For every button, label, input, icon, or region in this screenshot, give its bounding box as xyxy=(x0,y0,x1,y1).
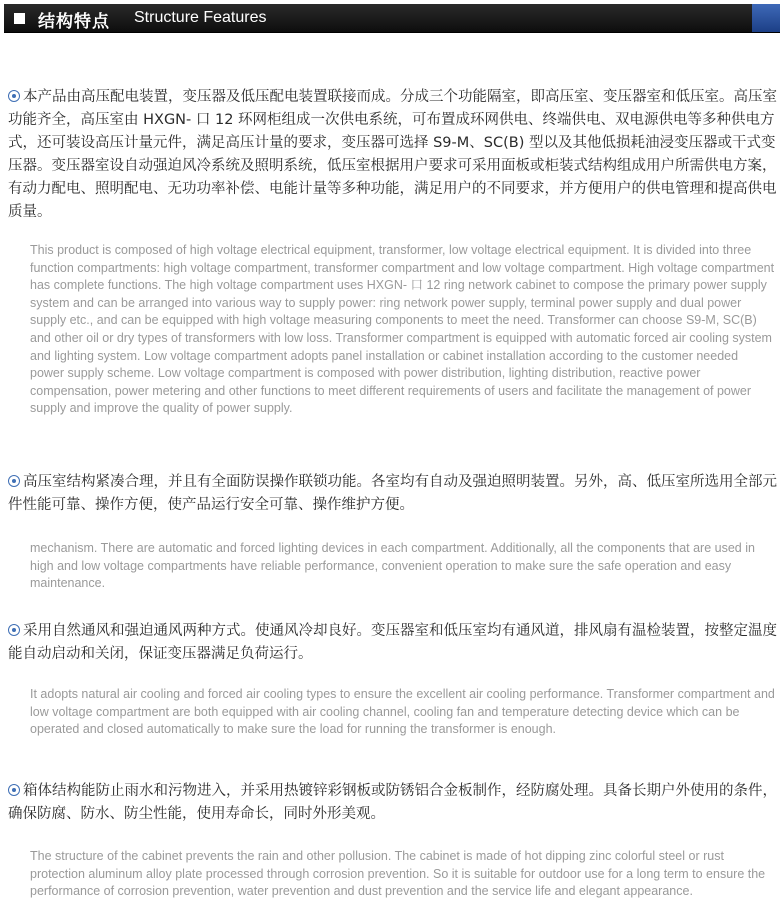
paragraph-cn-2 xyxy=(8,471,780,517)
paragraph-cn-4-text: 箱体结构能防止雨水和污物进入，并采用热镀锌彩钢板或防锈铝合金板制作，经防腐处理。具备长期户外使用的条件，确保防腐、防水、防尘性能，使用寿命长，同时外形美观。 xyxy=(8,783,777,822)
square-bullet-icon xyxy=(14,13,25,24)
circle-bullet-icon xyxy=(8,90,20,102)
paragraph-cn-3 xyxy=(8,620,780,666)
circle-bullet-icon xyxy=(8,475,20,487)
header-title-en: Structure Features xyxy=(134,9,267,26)
paragraph-cn-1-text: 本产品由高压配电装置，变压器及低压配电装置联接而成。分成三个功能隔室，即高压室、变压器室和低压室。高压室功能齐全，高压室由 HXGN- 口 12 环网柜组成一次供电系统，可布置成环网供电、终端供电、双电源供电等多种供电方式，还可装设高压计量元件，满足高压计量的要求，变压器可选择 S9-M、SC(B) 型以及其他低损耗油浸变压器或干式变压器。变压器室设自动强迫风冷系统及照明系统，低压室根据用户要求可采用面板或柜装式结构组成用户所需供电方案，有动力配电、照明配电、无功功率补偿、电能计量等多种功能，满足用户的不同要求，并方便用户的供电管理和提高供电质量。 xyxy=(8,89,777,220)
circle-bullet-icon xyxy=(8,624,20,636)
paragraph-en-4: The structure of the cabinet prevents the rain and other pollusion. The cabinet is made of hot dipping zinc colorful steel or rust protection aluminum alloy plate processed through corrosion prevention. So it is suitable for outdoor use for a long term to ensure the performance of corrosion prevention, water prevention and dust prevention and the service life and elegant appearance. xyxy=(30,849,766,899)
header-accent xyxy=(752,4,780,32)
paragraph-cn-4 xyxy=(8,780,780,826)
circle-bullet-icon xyxy=(8,784,20,796)
section-header xyxy=(4,4,780,33)
paragraph-en-1: This product is composed of high voltage electrical equipment, transformer, low voltage electrical equipment. It is divided into three function compartments: high voltage compartment, transformer compartment and low voltage compartment. High voltage compartment has complete functions. The high voltage compartment uses HXGN- 口 12 ring network cabinet to compose the primary power supply system and can be arranged into various way to supply power: ring network power supply, terminal power supply and dual power supply etc., and can be equipped with high voltage measuring components to meet the need. Transformer can choose S9-M, SC(B) and other oil or dry types of transformers with low loss. Transformer compartment is equipped with automatic forced air cooling system and lighting system. Low voltage compartment adopts panel installation or cabinet installation according to the customer needed power supply scheme. Low voltage compartment is composed with power distribution, lighting distribution, reactive power compensation, power metering and other functions to meet different requirements of users and facilitate the management of power supply and improve the quality of power supply. xyxy=(30,243,775,416)
paragraph-cn-2-text: 高压室结构紧凑合理，并且有全面防误操作联锁功能。各室均有自动及强迫照明装置。另外，高、低压室所选用全部元件性能可靠、操作方便，使产品运行安全可靠、操作维护方便。 xyxy=(8,474,777,513)
header-title-cn: 结构特点 xyxy=(38,12,110,32)
paragraph-cn-3-text: 采用自然通风和强迫通风两种方式。使通风冷却良好。变压器室和低压室均有通风道，排风扇有温检装置，按整定温度能自动启动和关闭，保证变压器满足负荷运行。 xyxy=(8,623,777,662)
paragraph-en-2: mechanism. There are automatic and forced lighting devices in each compartment. Additionally, all the components that are used in high and low voltage compartments have reliable performance, convenient operation to make sure the safe operation and easy maintenance. xyxy=(30,541,755,591)
paragraph-cn-1 xyxy=(8,86,780,224)
paragraph-en-3: It adopts natural air cooling and forced air cooling types to ensure the excellent air cooling performance. Transformer compartment and low voltage compartment are both equipped with air cooling channel, cooling fan and temperature detecting device which can be operated and closed automatically to make sure the load for running the transformer is enough. xyxy=(30,687,775,737)
